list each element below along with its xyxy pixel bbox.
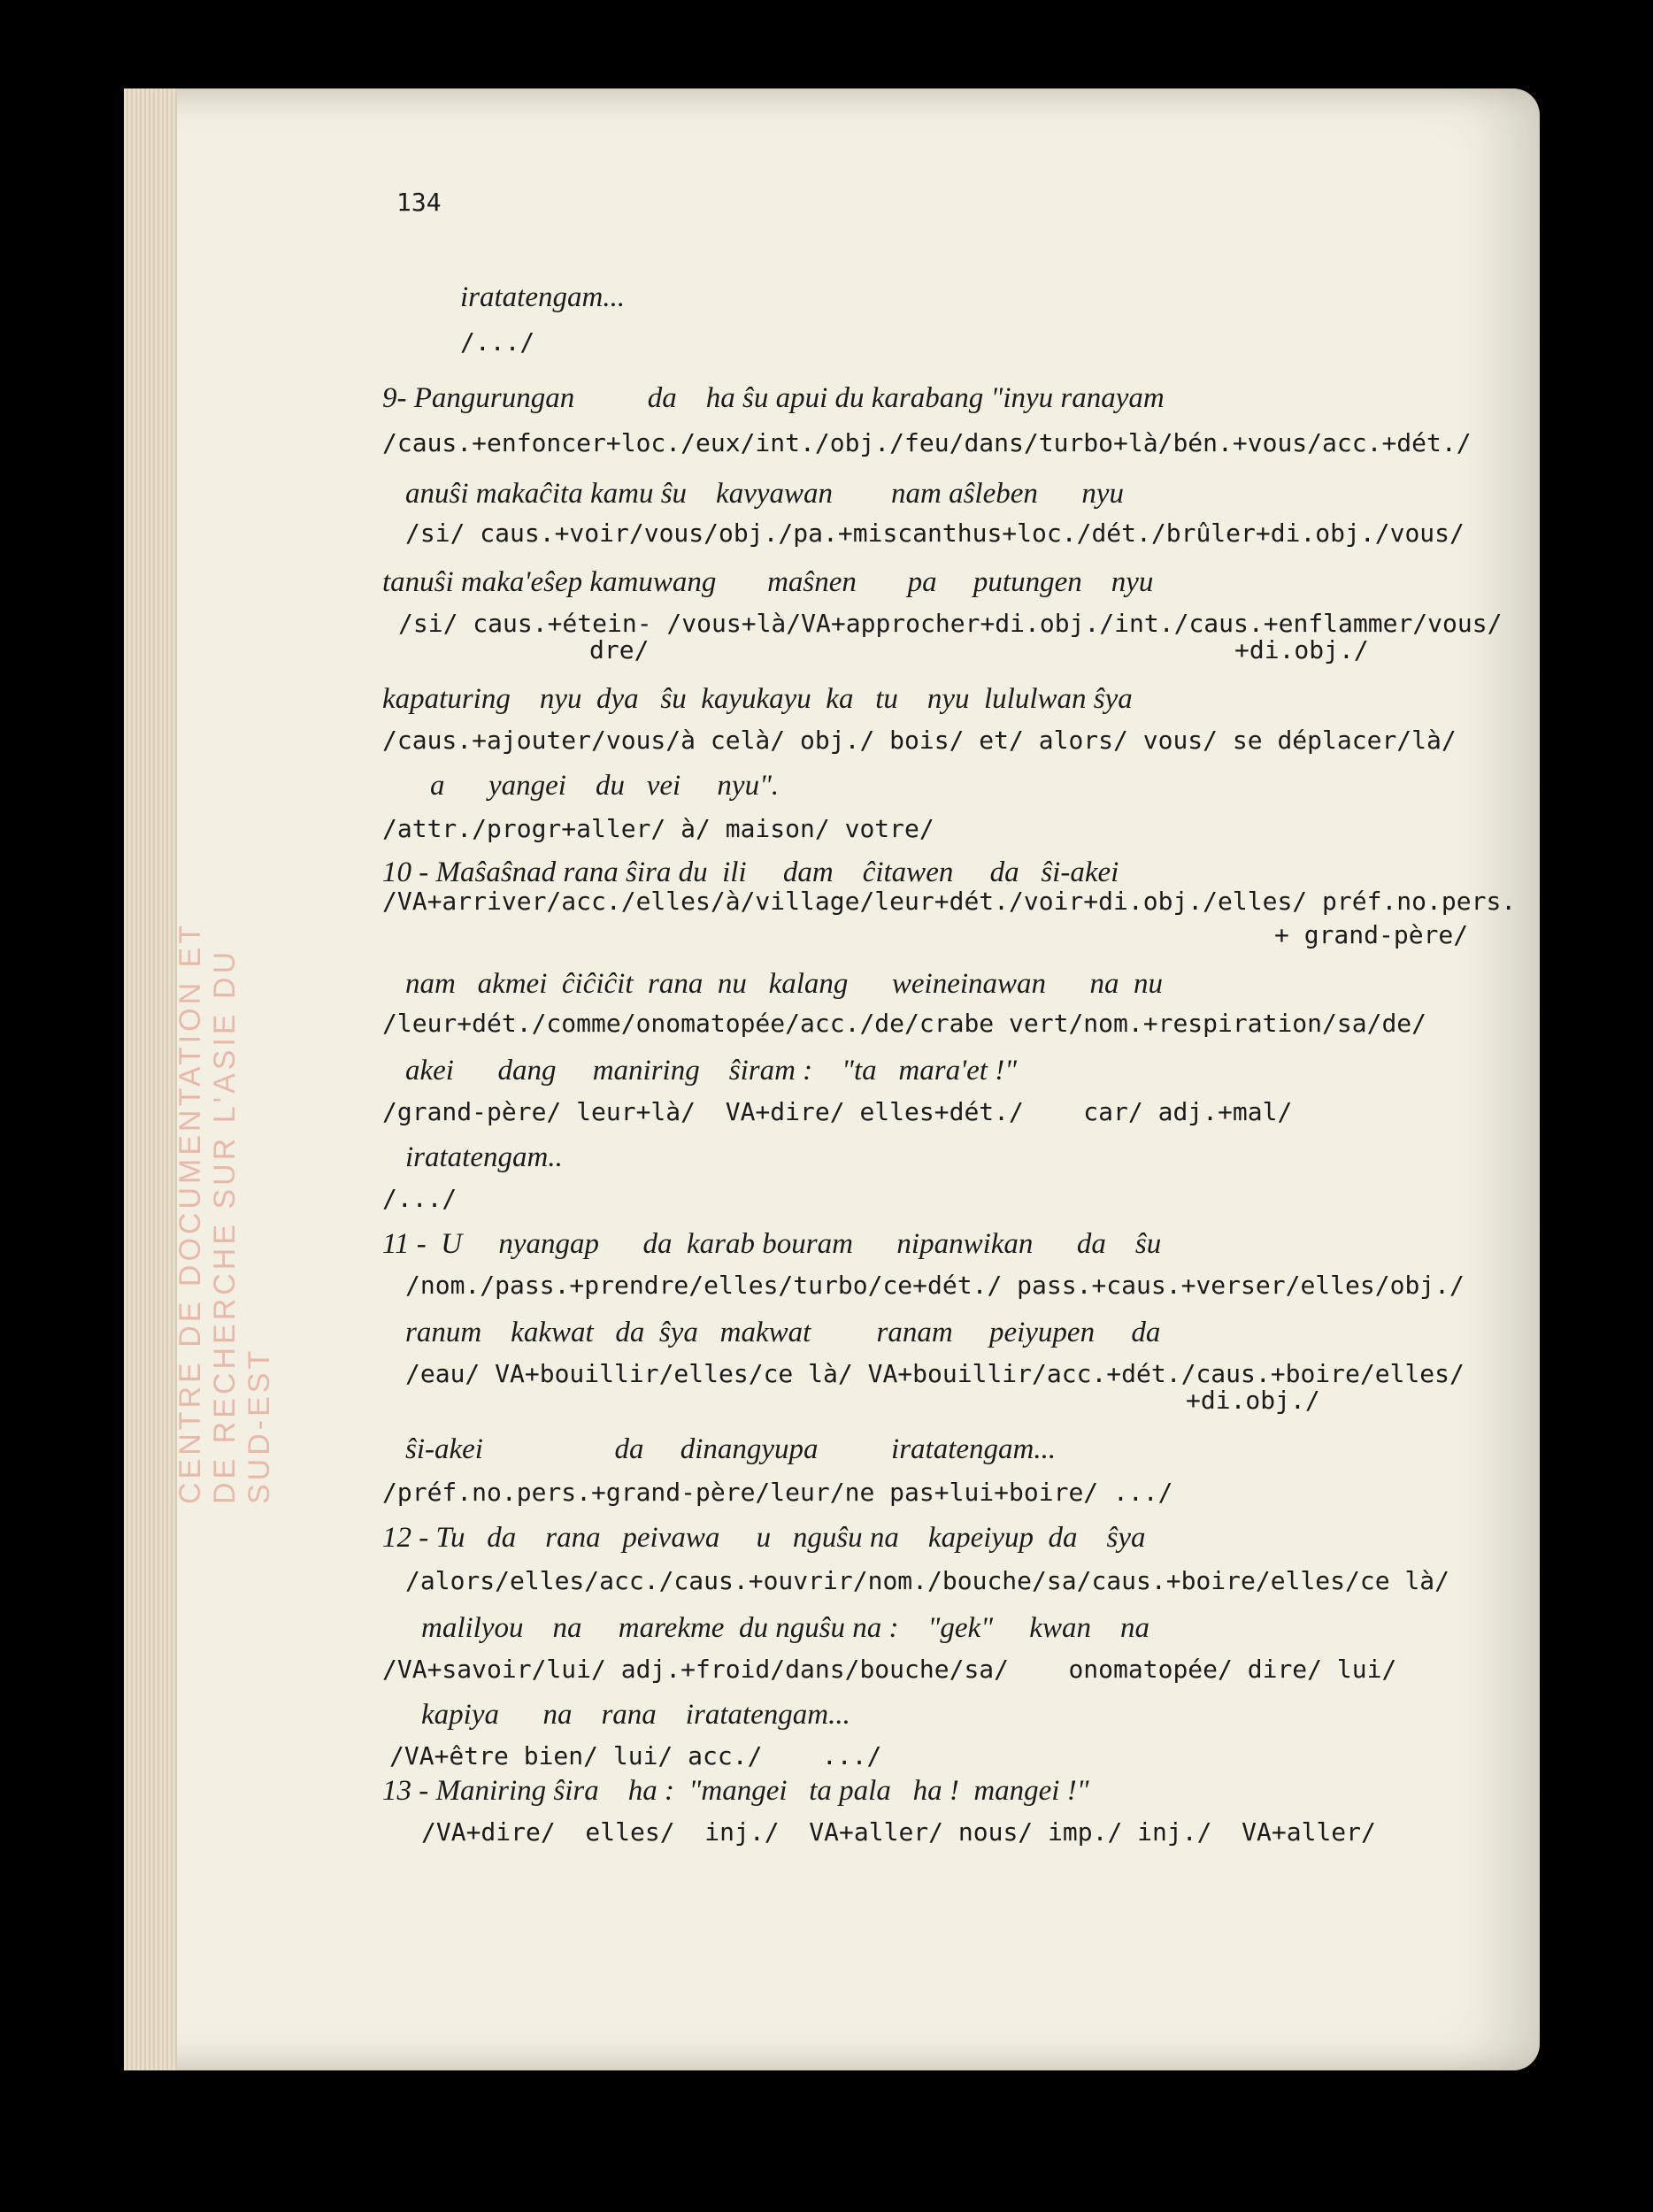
source-line: 11 - U nyangap da karab bouram nipanwikan da ŝu [382,1228,1162,1260]
source-line: 13 - Maniring ŝira ha : "mangei ta pala ha ! mangei !" [382,1775,1089,1807]
source-line: 12 - Tu da rana peivawa u nguŝu na kapeiyup da ŝya [382,1522,1146,1554]
source-line: tanuŝi maka'eŝep kamuwang maŝnen pa putungen nyu [382,566,1154,598]
source-line: iratatengam.. [405,1141,563,1173]
source-line: 10 - Maŝaŝnad rana ŝira du ili dam ĉitawen da ŝi-akei [382,856,1119,888]
gloss-line: /attr./progr+aller/ à/ maison/ votre/ [382,814,934,843]
gloss-line: /VA+arriver/acc./elles/à/village/leur+dét./voir+di.obj./elles/ préf.no.pers. [382,887,1517,916]
gloss-line: /alors/elles/acc./caus.+ouvrir/nom./bouche/sa/caus.+boire/elles/ce là/ [405,1566,1450,1595]
gloss-line: /.../ [382,1184,457,1213]
gloss-line: /préf.no.pers.+grand-père/leur/ne pas+lui+boire/ .../ [382,1478,1173,1507]
source-line: malilyou na marekme du nguŝu na : "gek" kwan na [421,1612,1149,1644]
gloss-line: /.../ [460,327,535,357]
source-line: ŝi-akei da dinangyupa iratatengam... [405,1433,1057,1465]
gloss-line: /VA+savoir/lui/ adj.+froid/dans/bouche/sa/ onomatopée/ dire/ lui/ [382,1655,1397,1684]
gloss-line: + grand-père/ [1274,920,1469,949]
gloss-line: /VA+être bien/ lui/ acc./ .../ [389,1741,882,1770]
source-line: kapiya na rana iratatengam... [421,1699,850,1731]
source-line: nam akmei ĉiĉiĉit rana nu kalang weineinawan na nu [405,968,1164,1000]
gloss-line: /eau/ VA+bouillir/elles/ce là/ VA+bouillir/acc.+dét./caus.+boire/elles/ [405,1359,1465,1388]
gloss-line: +di.obj./ [1234,635,1369,664]
gloss-line: /grand-père/ leur+là/ VA+dire/ elles+dét./ car/ adj.+mal/ [382,1097,1293,1126]
gloss-line: /si/ caus.+voir/vous/obj./pa.+miscanthus+loc./dét./brûler+di.obj./vous/ [405,518,1465,548]
gloss-line: /caus.+ajouter/vous/à celà/ obj./ bois/ et/ alors/ vous/ se déplacer/là/ [382,726,1457,755]
library-stamp: CENTRE DE DOCUMENTATION ET DE RECHERCHE SUR L'ASIE DU SUD-EST [173,922,276,1504]
gloss-line: +di.obj./ [1186,1386,1320,1415]
source-line: akei dang maniring ŝiram : "ta mara'et !" [405,1055,1018,1087]
gloss-line: /nom./pass.+prendre/elles/turbo/ce+dét./ pass.+caus.+verser/elles/obj./ [405,1271,1465,1300]
gloss-line: /leur+dét./comme/onomatopée/acc./de/crabe vert/nom.+respiration/sa/de/ [382,1009,1427,1038]
source-line: ranum kakwat da ŝya makwat ranam peiyupen da [405,1317,1161,1348]
gloss-line: /si/ caus.+étein- /vous+là/VA+approcher+di.obj./int./caus.+enflammer/vous/ [398,609,1503,638]
source-line: iratatengam... [460,281,626,313]
source-line: kapaturing nyu dya ŝu kayukayu ka tu nyu lululwan ŝya [382,683,1133,715]
gloss-line: dre/ [589,635,650,664]
source-line: 9- Pangurungan da ha ŝu apui du karabang "inyu ranayam [382,382,1165,414]
page-number: 134 [396,188,442,217]
source-line: anuŝi makaĉita kamu ŝu kavyawan nam aŝleben nyu [405,478,1125,510]
source-line: a yangei du vei nyu". [430,770,780,802]
gloss-line: /caus.+enfoncer+loc./eux/int./obj./feu/dans/turbo+là/bén.+vous/acc.+dét./ [382,428,1472,457]
gloss-line: /VA+dire/ elles/ inj./ VA+aller/ nous/ imp./ inj./ VA+aller/ [421,1817,1376,1847]
page-edges [124,88,177,2070]
